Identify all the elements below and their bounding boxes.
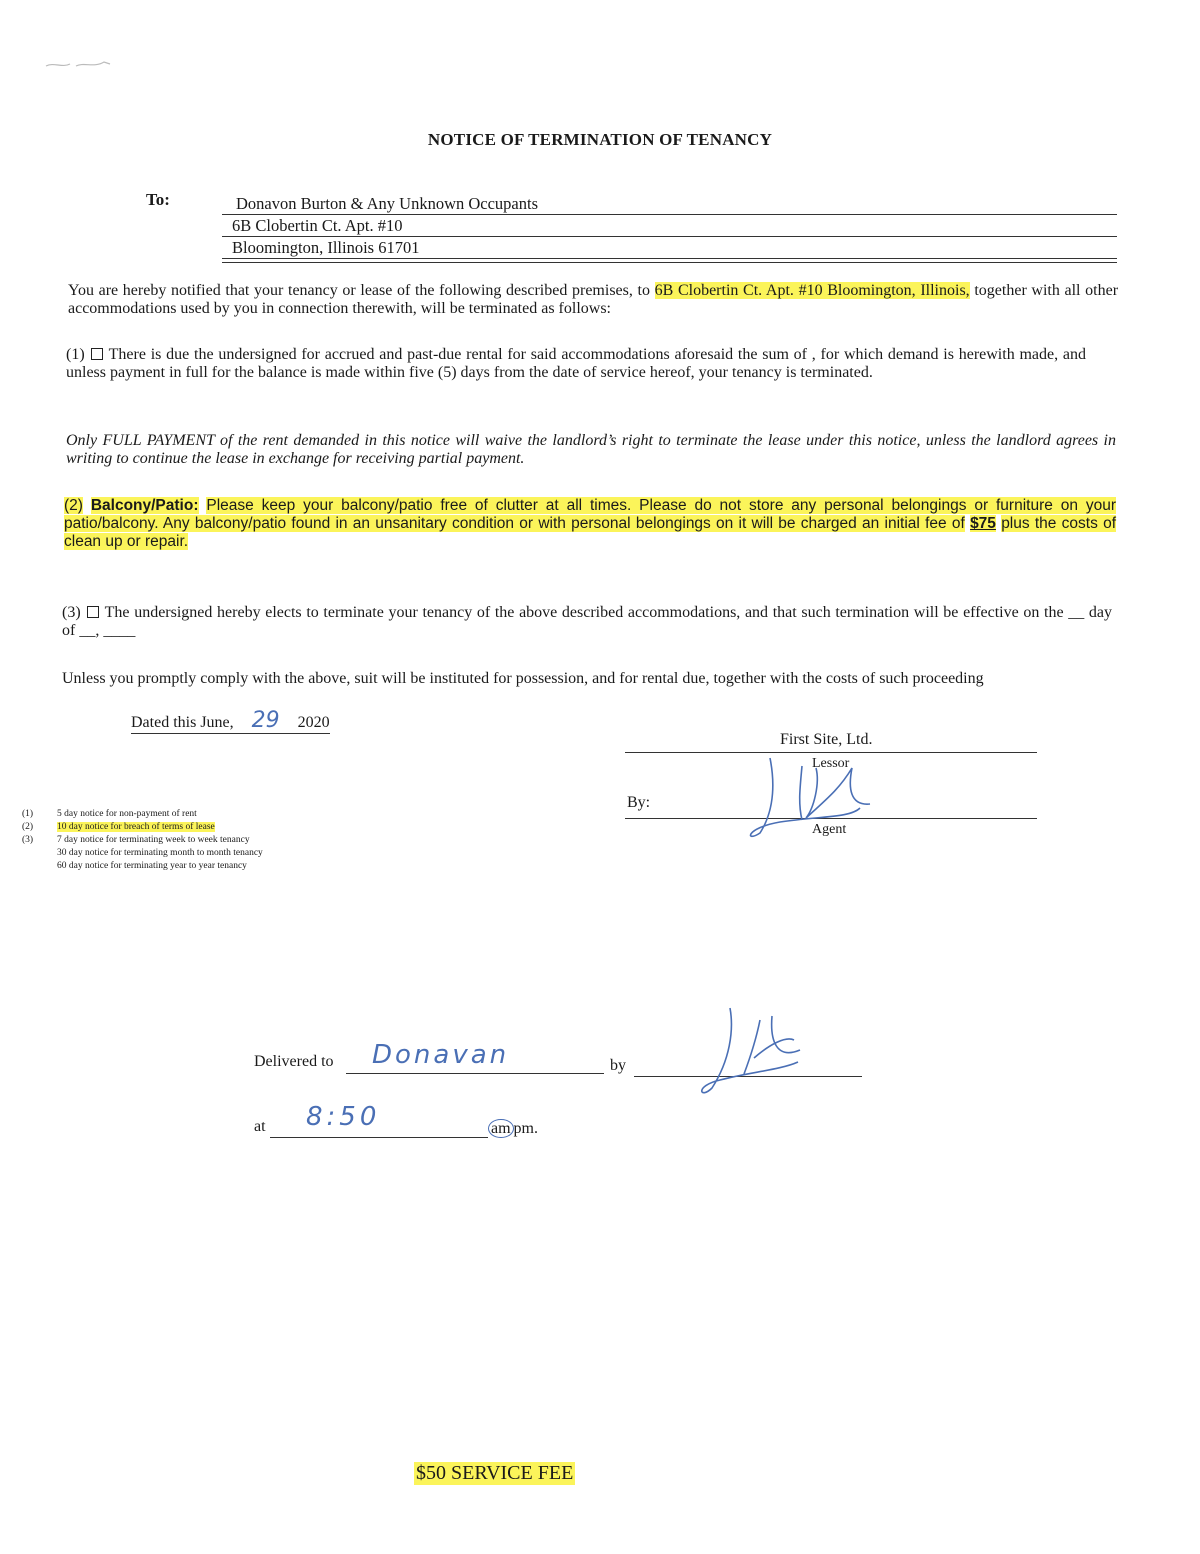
intro-prefix: You are hereby notified that your tenancy or lease of the following described premises, to xyxy=(68,282,650,299)
notice-period-text: 7 day notice for terminating week to week tenancy xyxy=(57,835,250,845)
dated-year: 2020 xyxy=(297,714,330,731)
notice-period-number: (3) xyxy=(22,835,34,845)
item-1-checkbox[interactable] xyxy=(91,348,103,360)
notice-period-text: 60 day notice for terminating year to year tenancy xyxy=(57,861,247,871)
scan-artifact xyxy=(44,56,124,76)
item-2-text-b: plus the costs of clean up or repair. xyxy=(64,515,1117,550)
delivered-by-signature xyxy=(690,1000,810,1105)
address-underline-extra xyxy=(222,262,1117,263)
delivered-to-line xyxy=(346,1073,604,1074)
recipient-name-line: Donavon Burton & Any Unknown Occupants xyxy=(222,194,1117,215)
intro-suffix: together with all other accommodations used by you in connection therewith, will be terminated as follows: xyxy=(68,282,1119,317)
item-2-paragraph xyxy=(64,497,1116,551)
recipient-street-line: 6B Clobertin Ct. Apt. #10 xyxy=(222,216,1117,237)
am-pm xyxy=(488,1120,538,1138)
notice-period-text: 10 day notice for breach of terms of lease xyxy=(57,822,215,832)
agent-label: Agent xyxy=(812,822,847,837)
time-line xyxy=(270,1137,488,1138)
item-2-number: (2) xyxy=(64,497,83,514)
unless-paragraph: Unless you promptly comply with the above, suit will be instituted for possession, and for rental due, together with the costs of such proceeding xyxy=(62,670,984,687)
by-label: By: xyxy=(627,794,651,811)
item-1-text: There is due the undersigned for accrued and past-due rental for said accommodations aforesaid the sum of , for which demand is herewith made, and unless payment in full for the balance is made within five (5) days from the date of service hereof, your tenancy is terminated. xyxy=(66,346,1086,381)
dated-day: 29 xyxy=(251,708,280,733)
dated-prefix: Dated this June, xyxy=(131,714,234,731)
notice-period-number: (1) xyxy=(22,809,34,819)
notice-period-item xyxy=(22,834,342,847)
premises-address: 6B Clobertin Ct. Apt. #10 Bloomington, Illinois, xyxy=(654,282,970,299)
notice-period-item xyxy=(22,808,342,821)
intro-paragraph xyxy=(68,282,1118,318)
notice-periods-list xyxy=(22,808,342,873)
notice-period-text: 5 day notice for non-payment of rent xyxy=(57,809,197,819)
item-3-paragraph xyxy=(62,604,1112,640)
notice-period-item xyxy=(22,847,342,860)
notice-period-item xyxy=(22,821,342,834)
item-2-heading: Balcony/Patio: xyxy=(90,497,199,514)
delivery-time: 8:50 xyxy=(306,1102,381,1132)
item-2-text-a: Please keep your balcony/patio free of clutter at all times. Please do not store any personal belongings or furniture on your patio/balcony. Any balcony/patio found in an unsanitary condition or with personal belongings on it will be charged an initial fee of xyxy=(64,497,1116,532)
document-title: NOTICE OF TERMINATION OF TENANCY xyxy=(427,130,773,149)
notice-period-item xyxy=(22,860,342,873)
lessor-name: First Site, Ltd. xyxy=(780,731,873,748)
item-3-number: (3) xyxy=(62,604,81,621)
service-fee: $50 SERVICE FEE xyxy=(416,1462,574,1484)
notice-period-text: 30 day notice for terminating month to month tenancy xyxy=(57,848,263,858)
item-1-number: (1) xyxy=(66,346,85,363)
notice-period-number: (2) xyxy=(22,822,34,832)
delivered-to-name: Donavan xyxy=(372,1040,510,1070)
to-label: To: xyxy=(146,190,170,209)
delivered-by-label: by xyxy=(610,1057,626,1074)
am-option: am xyxy=(488,1119,514,1138)
pm-option: pm. xyxy=(513,1120,538,1137)
at-label: at xyxy=(254,1118,266,1135)
item-3-text: The undersigned hereby elects to terminate your tenancy of the above described accommodations, and that such termination will be effective on the __ day of __, ____ xyxy=(62,604,1112,639)
item-1-paragraph xyxy=(66,346,1086,382)
agent-signature xyxy=(740,748,890,853)
dated-line xyxy=(131,708,330,734)
item-2-fee: $75 xyxy=(970,515,996,532)
lessor-label: Lessor xyxy=(812,756,850,771)
recipient-city-line: Bloomington, Illinois 61701 xyxy=(222,238,1117,259)
delivered-to-label: Delivered to xyxy=(254,1053,334,1070)
item-3-checkbox[interactable] xyxy=(87,606,99,618)
full-payment-note: Only FULL PAYMENT of the rent demanded in this notice will waive the landlord’s right to terminate the lease under this notice, unless the landlord agrees in writing to continue the lease in exchange for receiving partial payment. xyxy=(66,432,1116,467)
